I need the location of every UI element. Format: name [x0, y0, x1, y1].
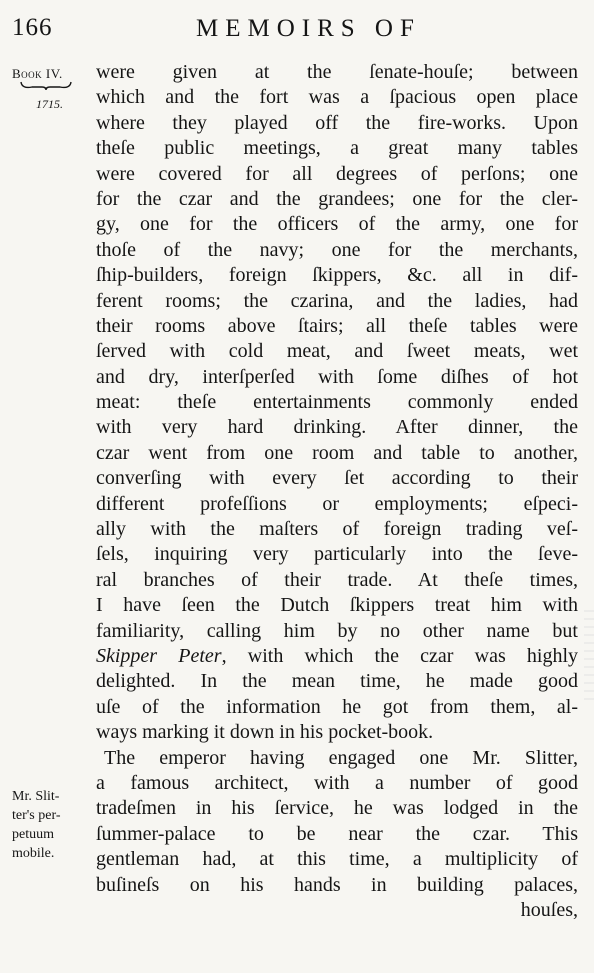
text-line: ſels, inquiring very particularly into the ſeve- — [96, 543, 578, 566]
text-line: their rooms above ſtairs; all theſe tables were — [96, 314, 578, 337]
text-fragment: , with which the czar was highly — [221, 644, 579, 667]
page-number: 166 — [12, 14, 53, 41]
catchword: houſes, — [520, 898, 578, 921]
text-line: uſe of the information he got from them, al- — [96, 695, 578, 718]
text-line: gy, one for the officers of the army, one for — [96, 213, 578, 236]
text-line: I have ſeen the Dutch ſkippers treat him with — [96, 594, 578, 617]
side-note-line: ter's per- — [12, 808, 61, 823]
text-line: gentleman had, at this time, a multiplicity of — [96, 848, 578, 871]
side-note-line: petuum — [12, 827, 54, 842]
text-line: for the czar and the grandees; one for the cler- — [96, 187, 578, 210]
text-line: with very hard drinking. After dinner, the — [96, 416, 578, 439]
text-line: ral branches of their trade. At theſe times, — [96, 568, 578, 591]
text-line: familiarity, calling him by no other name but — [96, 619, 578, 642]
italic-phrase: Skipper Peter — [96, 644, 222, 667]
text-line: thoſe of the navy; one for the merchants, — [96, 238, 578, 261]
text-line: converſing with every ſet according to their — [96, 467, 578, 490]
text-line: were given at the ſenate-houſe; between — [96, 61, 578, 83]
text-line: czar went from one room and table to another, — [96, 441, 578, 464]
text-line: theſe public meetings, a great many tables — [96, 137, 578, 160]
side-note — [12, 787, 82, 863]
text-line: were covered for all degrees of perſons; one — [96, 162, 578, 185]
running-title: MEMOIRS OF — [196, 15, 421, 42]
text-line: a famous architect, with a number of good — [96, 771, 578, 794]
text-line: The emperor having engaged one Mr. Slitter, — [104, 746, 578, 769]
text-line: ally with the maſters of foreign trading veſ- — [96, 518, 578, 541]
text-line: delighted. In the mean time, he made good — [96, 670, 578, 693]
text-line-with-italic — [96, 644, 578, 669]
text-line: and dry, interſperſed with ſome diſhes of hot — [96, 365, 578, 388]
side-note-line: mobile. — [12, 846, 55, 861]
side-note-line: Mr. Slit- — [12, 789, 60, 804]
paragraph-end-line: ways marking it down in his pocket-book. — [96, 721, 434, 744]
text-line: where they played off the fire-works. Upon — [96, 111, 578, 134]
text-line: buſineſs on his hands in building palaces, — [96, 873, 578, 896]
text-line: tradeſmen in his ſervice, he was lodged in the — [96, 797, 578, 820]
text-line: which and the fort was a ſpacious open place — [96, 86, 578, 109]
text-line: different profeſſions or employments; eſpeci- — [96, 492, 578, 515]
book-label: Book IV. — [12, 66, 63, 81]
text-line: ſerved with cold meat, and ſweet meats, wet — [96, 340, 578, 363]
margin-year: 1715. — [36, 97, 63, 111]
text-line: ſhip-builders, foreign ſkippers, &c. all in dif- — [96, 264, 578, 287]
margin-brace-icon — [20, 81, 72, 91]
text-line: ferent rooms; the czarina, and the ladies, had — [96, 289, 578, 312]
bleed-through-marks — [584, 610, 594, 700]
text-line: ſummer-palace to be near the czar. This — [96, 822, 578, 845]
body-text — [96, 60, 578, 923]
text-line: meat: theſe entertainments commonly ended — [96, 391, 578, 414]
